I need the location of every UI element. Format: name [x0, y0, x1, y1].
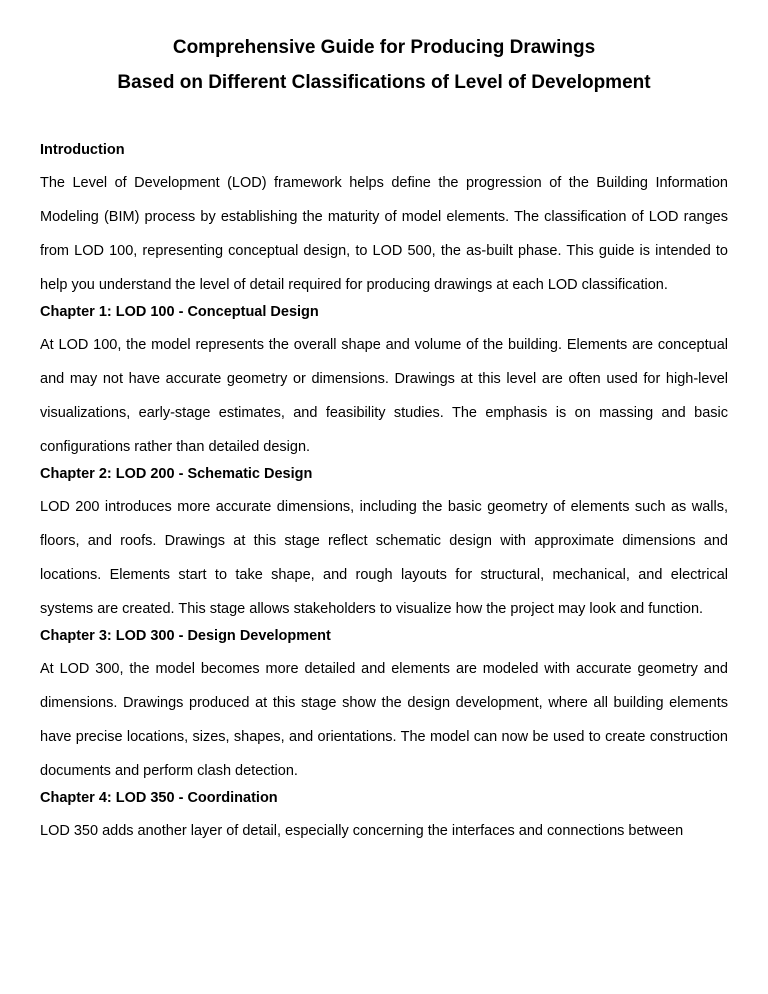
section-body-introduction: The Level of Development (LOD) framework helps define the progression of the Building Information Modeling (BIM) process by establishing the maturity of model elements. The classification of LOD ranges from LOD 100, representing conceptual design, to LOD 500, the as-built phase. This guide is intended to help you understand the level of detail required for producing drawings at each LOD classification. — [40, 175, 728, 293]
section-body-chapter-4: LOD 350 adds another layer of detail, especially concerning the interfaces and connections between — [40, 823, 684, 839]
document-title-line-1: Comprehensive Guide for Producing Drawings — [172, 37, 596, 58]
section-heading-chapter-3: Chapter 3: LOD 300 - Design Development — [40, 628, 331, 644]
section-heading-chapter-2: Chapter 2: LOD 200 - Schematic Design — [40, 466, 313, 482]
section-body-chapter-3: At LOD 300, the model becomes more detailed and elements are modeled with accurate geometry and dimensions. Drawings produced at this stage show the design development, where all building elements have precise locations, sizes, shapes, and orientations. The model can now be used to create construction documents and perform clash detection. — [40, 661, 728, 779]
section-heading-chapter-1: Chapter 1: LOD 100 - Conceptual Design — [40, 304, 319, 320]
section-body-chapter-1: At LOD 100, the model represents the overall shape and volume of the building. Elements are conceptual and may not have accurate geometry or dimensions. Drawings at this level are often used for high-level visualizations, early-stage estimates, and feasibility studies. The emphasis is on massing and basic configurations rather than detailed design. — [40, 337, 728, 455]
document-title-line-2: Based on Different Classifications of Level of Development — [117, 72, 651, 93]
section-heading-introduction: Introduction — [40, 142, 125, 158]
section-heading-chapter-4: Chapter 4: LOD 350 - Coordination — [40, 790, 278, 806]
section-body-chapter-2: LOD 200 introduces more accurate dimensions, including the basic geometry of elements such as walls, floors, and roofs. Drawings at this stage reflect schematic design with approximate dimensions and locations. Elements start to take shape, and rough layouts for structural, mechanical, and electrical systems are created. This stage allows stakeholders to visualize how the project may look and function. — [40, 499, 728, 617]
document-body — [40, 140, 728, 848]
